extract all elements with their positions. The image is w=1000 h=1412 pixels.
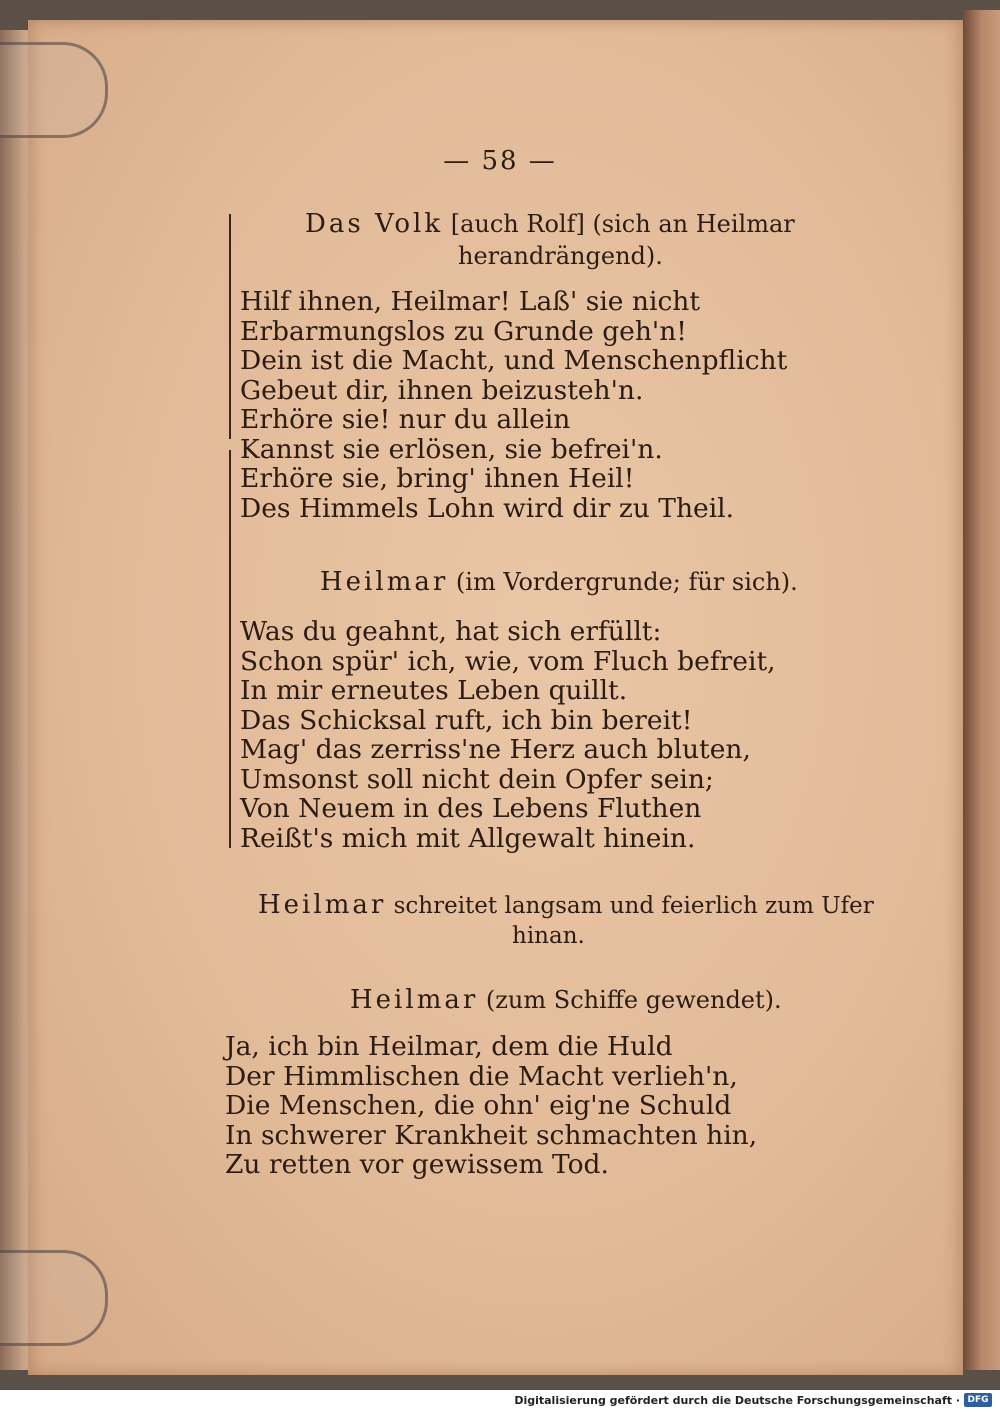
speaker-heading (320, 566, 798, 598)
stage-direction-cont (512, 921, 585, 952)
verse-line: In schwerer Krankheit schmachten hin, (225, 1119, 758, 1151)
verse-line: Mag' das zerriss'ne Herz auch bluten, (240, 734, 751, 765)
verse-line: Schon spür' ich, wie, vom Fluch befreit, (240, 645, 776, 677)
stage-direction: (im Vordergrunde; für sich). (455, 568, 798, 596)
digitization-footer (0, 1390, 1000, 1412)
verse-line: Kannst sie erlösen, sie befrei'n. (240, 433, 663, 465)
footer-credit: Digitalisierung gefördert durch die Deutsche Forschungsgemeinschaft · (514, 1394, 960, 1407)
stage-direction-text: hinan. (512, 923, 585, 949)
verse-line: Des Himmels Lohn wird dir zu Theil. (240, 492, 735, 524)
verse-line: Erhöre sie, bring' ihnen Heil! (240, 463, 635, 494)
stage-direction: schreitet langsam und feierlich zum Ufer (393, 893, 874, 919)
speaker-name: Heilmar (320, 567, 449, 597)
verse-line: Hilf ihnen, Heilmar! Laß' sie nicht (240, 286, 700, 317)
verse-block (240, 617, 776, 853)
dfg-logo-icon: DFG (964, 1393, 992, 1407)
verse-line: In mir erneutes Leben quillt. (240, 675, 628, 706)
verse-line: Reißt's mich mit Allgewalt hinein. (240, 822, 696, 854)
verse-line: Erbarmungslos zu Grunde geh'n! (240, 315, 687, 347)
verse-line: Erhöre sie! nur du allein (240, 404, 571, 435)
speaker-heading (350, 984, 782, 1016)
speaker-name: Das Volk (305, 209, 444, 239)
verse-line: Dein ist die Macht, und Menschenpflicht (240, 345, 788, 376)
stage-direction: (zum Schiffe gewendet). (485, 986, 782, 1014)
margin-bar (229, 450, 231, 848)
verse-line: Von Neuem in des Lebens Fluthen (240, 793, 702, 824)
verse-line: Zu retten vor gewissem Tod. (225, 1149, 609, 1180)
page-number: — 58 — (443, 146, 557, 176)
margin-bar (229, 214, 231, 439)
verse-block (240, 287, 787, 523)
stage-direction: [auch Rolf] (sich an Heilmar (450, 210, 795, 238)
stage-direction-paragraph (258, 890, 874, 922)
stage-direction-cont: herandrängend). (458, 242, 663, 270)
verse-line: Gebeut dir, ihnen beizusteh'n. (240, 374, 644, 406)
verse-line: Ja, ich bin Heilmar, dem die Huld (225, 1031, 673, 1062)
speaker-heading (305, 208, 795, 240)
verse-line: Umsonst soll nicht dein Opfer sein; (240, 763, 714, 795)
speaker-name: Heilmar (258, 890, 387, 920)
verse-line: Das Schicksal ruft, ich bin bereit! (240, 704, 693, 736)
speaker-name: Heilmar (350, 985, 479, 1015)
verse-line: Was du geahnt, hat sich erfüllt: (240, 616, 662, 647)
speaker-heading-cont (458, 240, 663, 272)
verse-line: Die Menschen, die ohn' eig'ne Schuld (225, 1090, 732, 1121)
verse-block (225, 1032, 757, 1180)
verse-line: Der Himmlischen die Macht verlieh'n, (225, 1060, 738, 1092)
